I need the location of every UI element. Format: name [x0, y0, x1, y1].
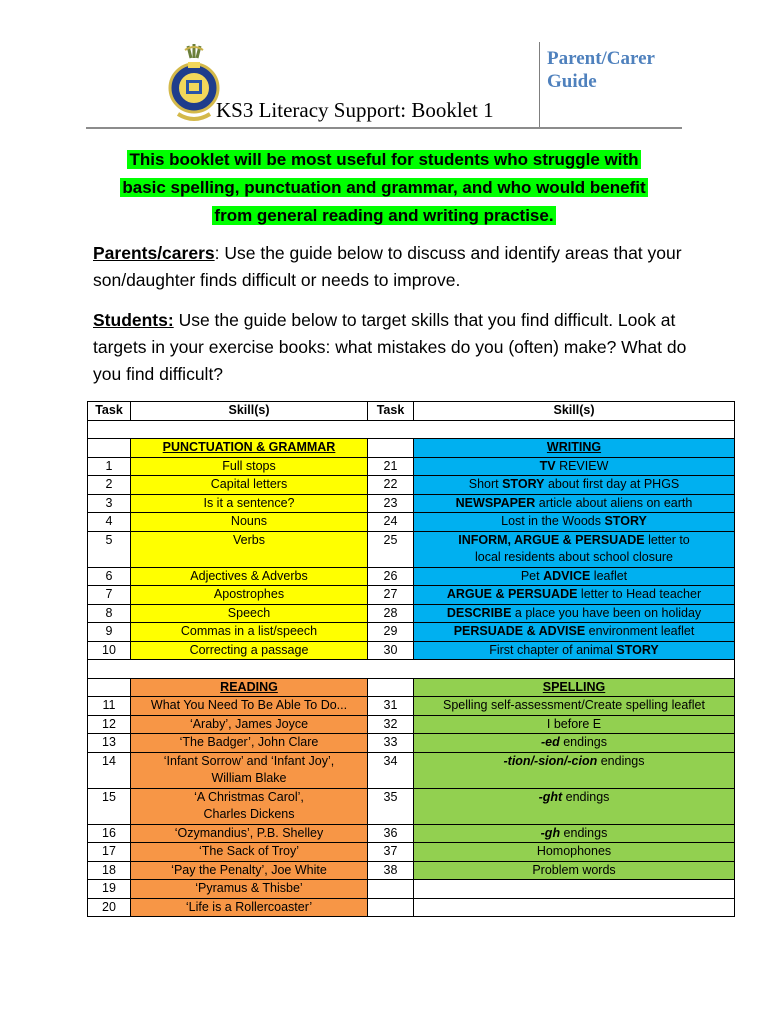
students-text: Use the guide below to target skills that you find difficult. Look at targets in your exercise books: what mistakes do you (often) make? What do you find difficult?: [93, 310, 687, 384]
skill-cell: [414, 457, 735, 476]
task-number: [368, 641, 414, 660]
task-number: [88, 513, 131, 532]
cell-text: ‘Araby’, James Joyce: [189, 716, 309, 731]
skill-cell: [414, 697, 735, 716]
cell-text: 25: [383, 532, 398, 547]
cell-text: article about aliens on earth: [535, 495, 693, 510]
cell-text: 5: [105, 532, 113, 547]
skill-cell: [414, 734, 735, 753]
task-number: [368, 494, 414, 513]
cell-text: -ed: [540, 735, 560, 749]
cell-text: local residents about school closure: [474, 550, 674, 564]
skill-cell: [131, 824, 368, 843]
cell-text: ‘Ozymandius’, P.B. Shelley: [174, 825, 324, 840]
task-number: [88, 586, 131, 605]
cell-text: STORY: [604, 514, 647, 528]
cell-text: 27: [383, 587, 398, 601]
task-number: [88, 861, 131, 880]
cell-text: endings: [597, 753, 645, 768]
skills-header: Skill(s): [414, 402, 735, 421]
task-number: [368, 604, 414, 623]
skill-cell: [414, 715, 735, 734]
cell-text: 9: [105, 624, 113, 638]
cell-text: Speech: [227, 605, 271, 620]
cell-text: TV: [539, 458, 560, 473]
cell-text: ‘Life is a Rollercoaster’: [185, 899, 313, 914]
task-number: [368, 586, 414, 605]
intro-line: This booklet will be most useful for students who struggle with: [129, 150, 639, 169]
skill-cell: [414, 586, 735, 605]
skill-cell: [414, 898, 735, 917]
table-row: [88, 824, 735, 843]
task-number: [88, 788, 131, 824]
skill-cell: [131, 843, 368, 862]
cell-text: 29: [383, 624, 398, 638]
cell-text: 23: [383, 495, 398, 510]
task-number: [88, 567, 131, 586]
task-number: [368, 843, 414, 862]
punctuation-grammar-heading: PUNCTUATION & GRAMMAR: [131, 439, 368, 458]
table-row: [88, 715, 735, 734]
task-number: [88, 752, 131, 788]
task-number: [368, 513, 414, 532]
task-number: [368, 457, 414, 476]
table-row: [88, 861, 735, 880]
cell-text: STORY: [616, 642, 659, 657]
task-number: [88, 697, 131, 716]
header-divider-vertical: [539, 42, 540, 128]
cell-text: Correcting a passage: [189, 642, 309, 657]
cell-text: ‘Pyramus & Thisbe’: [195, 881, 303, 895]
cell-text: INFORM, ARGUE & PERSUADE: [458, 532, 645, 547]
cell-text: ADVICE: [543, 568, 591, 583]
skill-cell: [414, 476, 735, 495]
intro-line: basic spelling, punctuation and grammar, and who would benefit: [122, 178, 646, 197]
cell-text: 6: [105, 568, 113, 583]
skill-cell: [131, 457, 368, 476]
task-number: [368, 476, 414, 495]
table-row: [88, 843, 735, 862]
skill-cell: [131, 788, 368, 824]
cell-text: ‘Infant Sorrow’ and ‘Infant Joy’,: [163, 753, 335, 768]
cell-text: ‘The Badger’, John Clare: [179, 735, 319, 749]
cell-text: 18: [102, 862, 116, 877]
cell-text: letter to: [644, 532, 690, 547]
table-row: [88, 697, 735, 716]
task-number: [368, 880, 414, 899]
skill-cell: [414, 641, 735, 660]
table-row: [88, 513, 735, 532]
cell-text: 30: [383, 642, 398, 657]
task-number: [368, 898, 414, 917]
skill-cell: [131, 567, 368, 586]
cell-text: 15: [102, 789, 116, 804]
cell-text: 12: [102, 716, 116, 731]
cell-text: 22: [383, 477, 398, 491]
intro-highlight: [88, 146, 680, 230]
spelling-heading: SPELLING: [414, 678, 735, 697]
skills-header: Skill(s): [131, 402, 368, 421]
skill-cell: [414, 604, 735, 623]
skill-cell: [414, 752, 735, 788]
task-number: [88, 898, 131, 917]
skill-cell: [131, 861, 368, 880]
skill-cell: [414, 788, 735, 824]
section-header-row: [88, 439, 735, 458]
cell-text: 13: [102, 735, 116, 749]
cell-text: about first day at PHGS: [544, 477, 680, 491]
cell-text: 20: [102, 899, 116, 914]
cell-text: 26: [383, 568, 398, 583]
table-row: [88, 604, 735, 623]
table-header-row: [88, 402, 735, 421]
table-row: [88, 898, 735, 917]
cell-text: 36: [383, 825, 398, 840]
skill-cell: [414, 513, 735, 532]
cell-text: endings: [562, 789, 610, 804]
skill-cell: [131, 715, 368, 734]
task-number: [88, 715, 131, 734]
skill-cell: [414, 623, 735, 642]
cell-text: 2: [105, 477, 113, 491]
skill-cell: [131, 734, 368, 753]
skill-cell: [414, 843, 735, 862]
guide-label: Parent/Carer Guide: [547, 48, 655, 92]
table-row: [88, 641, 735, 660]
skill-cell: [414, 880, 735, 899]
task-number: [88, 457, 131, 476]
cell-text: Homophones: [536, 844, 612, 858]
task-number: [88, 641, 131, 660]
skills-table: [87, 401, 735, 917]
cell-text: ‘The Sack of Troy’: [198, 844, 300, 858]
table-row: [88, 531, 735, 567]
cell-text: -ght: [538, 789, 563, 804]
reading-heading: READING: [131, 678, 368, 697]
students-paragraph: [93, 307, 693, 388]
students-label: Students:: [93, 310, 174, 330]
table-row: [88, 567, 735, 586]
table-row: [88, 586, 735, 605]
task-number: [368, 734, 414, 753]
parents-text: : Use the guide below to discuss and identify areas that your son/daughter finds difficult or needs to improve.: [93, 243, 682, 290]
cell-text: Adjectives & Adverbs: [190, 568, 308, 583]
cell-text: letter to Head teacher: [577, 587, 702, 601]
cell-text: Charles Dickens: [203, 807, 295, 821]
cell-text: leaflet: [590, 568, 628, 583]
cell-text: Short: [468, 477, 503, 491]
school-crest-logo: [168, 44, 220, 128]
cell-text: First chapter of animal: [489, 642, 617, 657]
cell-text: ‘A Christmas Carol’,: [194, 789, 304, 804]
table-row: [88, 457, 735, 476]
writing-heading: WRITING: [414, 439, 735, 458]
task-number: [88, 843, 131, 862]
cell-text: a place you have been on holiday: [511, 605, 702, 620]
cell-text: ARGUE & PERSUADE: [446, 587, 578, 601]
spacer-row: [88, 420, 735, 439]
cell-text: endings: [559, 735, 607, 749]
skill-cell: [414, 861, 735, 880]
task-number: [368, 531, 414, 567]
cell-text: William Blake: [211, 771, 287, 785]
table-row: [88, 623, 735, 642]
skill-cell: [414, 567, 735, 586]
cell-text: Commas in a list/speech: [180, 624, 318, 638]
task-number: [88, 604, 131, 623]
task-number: [368, 861, 414, 880]
parents-label: Parents/carers: [93, 243, 215, 263]
cell-text: -tion/-sion/-cion: [503, 753, 598, 768]
skill-cell: [131, 531, 368, 567]
task-number: [88, 734, 131, 753]
cell-text: 19: [102, 881, 116, 895]
task-header: Task: [368, 402, 414, 421]
cell-text: ‘Pay the Penalty’, Joe White: [171, 862, 327, 877]
skill-cell: [131, 898, 368, 917]
cell-text: Nouns: [230, 514, 268, 528]
skill-cell: [131, 513, 368, 532]
cell-text: Apostrophes: [213, 587, 285, 601]
task-number: [368, 623, 414, 642]
document-title: KS3 Literacy Support: Booklet 1: [216, 98, 494, 122]
cell-text: 1: [105, 458, 113, 473]
cell-text: Verbs: [233, 532, 265, 547]
task-number: [88, 824, 131, 843]
cell-text: Problem words: [532, 862, 616, 877]
table-row: [88, 880, 735, 899]
task-number: [368, 788, 414, 824]
cell-text: NEWSPAPER: [455, 495, 536, 510]
cell-text: Pet: [520, 568, 544, 583]
task-number: [368, 567, 414, 586]
section-header-row: [88, 678, 735, 697]
cell-text: 4: [105, 514, 113, 528]
intro-line: from general reading and writing practise.: [214, 206, 554, 225]
skill-cell: [131, 494, 368, 513]
header-divider-horizontal: [86, 127, 682, 129]
skill-cell: [131, 752, 368, 788]
cell-text: -gh: [540, 825, 561, 840]
task-number: [88, 623, 131, 642]
cell-text: environment leaflet: [585, 624, 695, 638]
cell-text: 17: [102, 844, 116, 858]
cell-text: Full stops: [222, 458, 276, 473]
cell-text: 8: [105, 605, 113, 620]
cell-text: 35: [383, 789, 398, 804]
cell-text: 16: [102, 825, 116, 840]
skill-cell: [131, 880, 368, 899]
cell-text: STORY: [502, 477, 545, 491]
skill-cell: [131, 697, 368, 716]
cell-text: 37: [383, 844, 398, 858]
table-row: [88, 752, 735, 788]
task-number: [368, 824, 414, 843]
cell-text: Spelling self-assessment/Create spelling leaflet: [443, 698, 705, 712]
table-row: [88, 476, 735, 495]
cell-text: endings: [560, 825, 608, 840]
table-row: [88, 788, 735, 824]
task-number: [368, 715, 414, 734]
task-number: [88, 880, 131, 899]
skill-cell: [131, 623, 368, 642]
cell-text: 10: [102, 642, 116, 657]
skill-cell: [414, 824, 735, 843]
cell-text: Is it a sentence?: [203, 495, 295, 510]
cell-text: Capital letters: [210, 477, 288, 491]
spacer-row: [88, 660, 735, 679]
task-number: [88, 476, 131, 495]
cell-text: 28: [383, 605, 398, 620]
cell-text: PERSUADE & ADVISE: [453, 624, 586, 638]
cell-text: What You Need To Be Able To Do...: [150, 698, 348, 712]
cell-text: Lost in the Woods: [501, 514, 605, 528]
skill-cell: [414, 494, 735, 513]
task-number: [88, 531, 131, 567]
cell-text: 24: [383, 514, 398, 528]
cell-text: 3: [105, 495, 113, 510]
cell-text: REVIEW: [559, 458, 609, 473]
cell-text: 38: [383, 862, 398, 877]
task-header: Task: [88, 402, 131, 421]
task-number: [88, 494, 131, 513]
skill-cell: [131, 641, 368, 660]
cell-text: 14: [102, 753, 116, 768]
cell-text: 32: [383, 716, 398, 731]
table-row: [88, 494, 735, 513]
cell-text: 7: [105, 587, 113, 601]
cell-text: 21: [383, 458, 398, 473]
skill-cell: [131, 476, 368, 495]
cell-text: 31: [383, 698, 398, 712]
task-number: [368, 752, 414, 788]
skill-cell: [414, 531, 735, 567]
cell-text: I before E: [546, 716, 602, 731]
task-number: [368, 697, 414, 716]
parents-paragraph: [93, 240, 693, 294]
cell-text: 33: [383, 735, 398, 749]
skill-cell: [131, 586, 368, 605]
skill-cell: [131, 604, 368, 623]
cell-text: DESCRIBE: [446, 605, 512, 620]
cell-text: 34: [383, 753, 398, 768]
cell-text: 11: [102, 698, 116, 712]
table-row: [88, 734, 735, 753]
